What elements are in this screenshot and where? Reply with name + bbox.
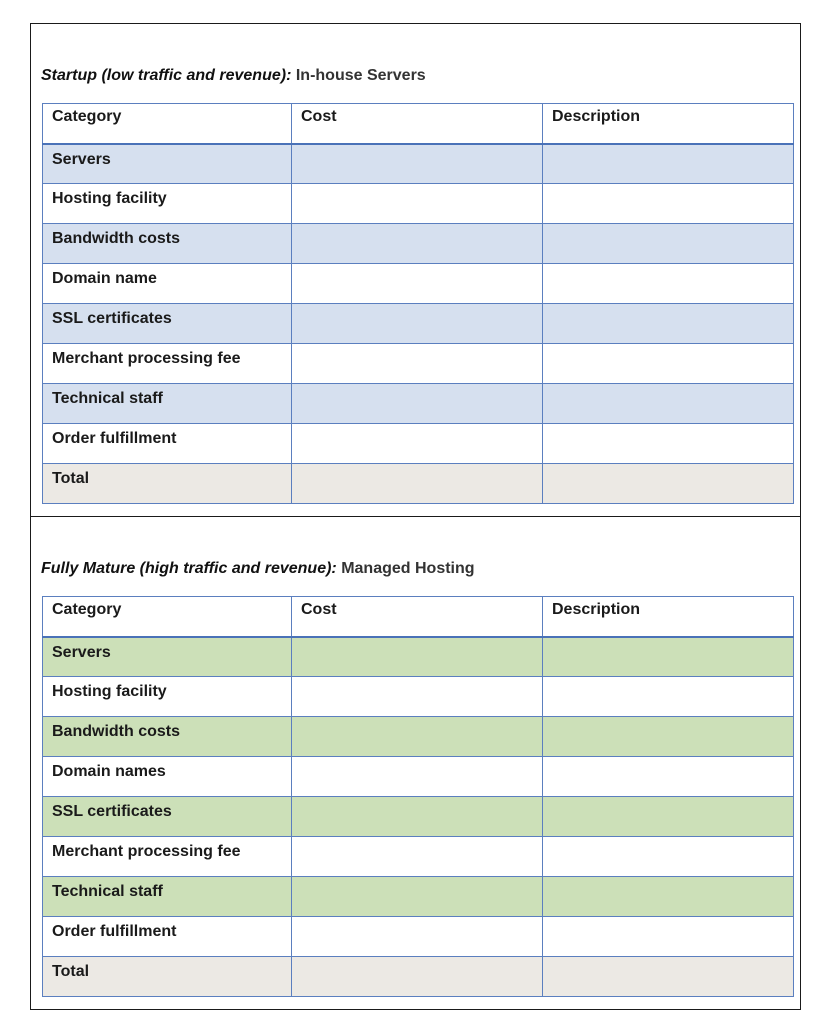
description-cell[interactable] [543, 957, 794, 997]
mature-cost-table [42, 596, 794, 997]
mature-heading-title: Managed Hosting [341, 560, 475, 577]
description-cell[interactable] [543, 224, 794, 264]
category-cell: Order fulfillment [43, 917, 292, 957]
cost-cell[interactable] [292, 957, 543, 997]
category-cell: Bandwidth costs [43, 717, 292, 757]
column-header-description: Description [543, 597, 794, 637]
startup-heading-label: Startup (low traffic and revenue): [41, 67, 292, 84]
category-cell: Servers [43, 637, 292, 677]
startup-cost-table [42, 103, 794, 504]
cost-cell[interactable] [292, 344, 543, 384]
category-cell: Bandwidth costs [43, 224, 292, 264]
cost-cell[interactable] [292, 717, 543, 757]
cost-cell[interactable] [292, 144, 543, 184]
table-row [43, 384, 794, 424]
mature-section [30, 516, 801, 1010]
table-row [43, 637, 794, 677]
category-cell: Merchant processing fee [43, 837, 292, 877]
description-cell[interactable] [543, 264, 794, 304]
table-header-row [43, 104, 794, 144]
cost-cell[interactable] [292, 384, 543, 424]
table-row [43, 677, 794, 717]
table-row [43, 424, 794, 464]
category-cell: Technical staff [43, 877, 292, 917]
category-cell: Hosting facility [43, 677, 292, 717]
table-row [43, 917, 794, 957]
category-cell: Domain names [43, 757, 292, 797]
cost-cell[interactable] [292, 184, 543, 224]
description-cell[interactable] [543, 677, 794, 717]
table-row [43, 837, 794, 877]
category-cell: Total [43, 957, 292, 997]
column-header-cost: Cost [292, 597, 543, 637]
table-row [43, 184, 794, 224]
cost-cell[interactable] [292, 837, 543, 877]
mature-heading-label: Fully Mature (high traffic and revenue): [41, 560, 337, 577]
table-header-row [43, 597, 794, 637]
startup-heading [41, 67, 426, 85]
category-cell: Technical staff [43, 384, 292, 424]
column-header-description: Description [543, 104, 794, 144]
description-cell[interactable] [543, 797, 794, 837]
cost-cell[interactable] [292, 797, 543, 837]
description-cell[interactable] [543, 837, 794, 877]
cost-cell[interactable] [292, 757, 543, 797]
column-header-category: Category [43, 104, 292, 144]
description-cell[interactable] [543, 637, 794, 677]
category-cell: Merchant processing fee [43, 344, 292, 384]
category-cell: SSL certificates [43, 304, 292, 344]
total-row [43, 464, 794, 504]
column-header-category: Category [43, 597, 292, 637]
table-row [43, 717, 794, 757]
total-row [43, 957, 794, 997]
description-cell[interactable] [543, 717, 794, 757]
table-row [43, 264, 794, 304]
table-row [43, 224, 794, 264]
startup-section [30, 23, 801, 518]
description-cell[interactable] [543, 877, 794, 917]
table-row [43, 877, 794, 917]
description-cell[interactable] [543, 184, 794, 224]
column-header-cost: Cost [292, 104, 543, 144]
cost-cell[interactable] [292, 424, 543, 464]
table-row [43, 144, 794, 184]
category-cell: Servers [43, 144, 292, 184]
startup-heading-title: In-house Servers [295, 67, 426, 84]
description-cell[interactable] [543, 464, 794, 504]
mature-heading [41, 560, 475, 578]
cost-cell[interactable] [292, 637, 543, 677]
category-cell: Total [43, 464, 292, 504]
description-cell[interactable] [543, 917, 794, 957]
cost-cell[interactable] [292, 877, 543, 917]
description-cell[interactable] [543, 757, 794, 797]
category-cell: Domain name [43, 264, 292, 304]
cost-cell[interactable] [292, 677, 543, 717]
description-cell[interactable] [543, 344, 794, 384]
table-row [43, 344, 794, 384]
cost-cell[interactable] [292, 917, 543, 957]
cost-cell[interactable] [292, 464, 543, 504]
table-row [43, 304, 794, 344]
cost-cell[interactable] [292, 224, 543, 264]
description-cell[interactable] [543, 144, 794, 184]
table-row [43, 757, 794, 797]
cost-cell[interactable] [292, 264, 543, 304]
description-cell[interactable] [543, 384, 794, 424]
table-row [43, 797, 794, 837]
category-cell: SSL certificates [43, 797, 292, 837]
category-cell: Hosting facility [43, 184, 292, 224]
cost-cell[interactable] [292, 304, 543, 344]
description-cell[interactable] [543, 424, 794, 464]
category-cell: Order fulfillment [43, 424, 292, 464]
description-cell[interactable] [543, 304, 794, 344]
